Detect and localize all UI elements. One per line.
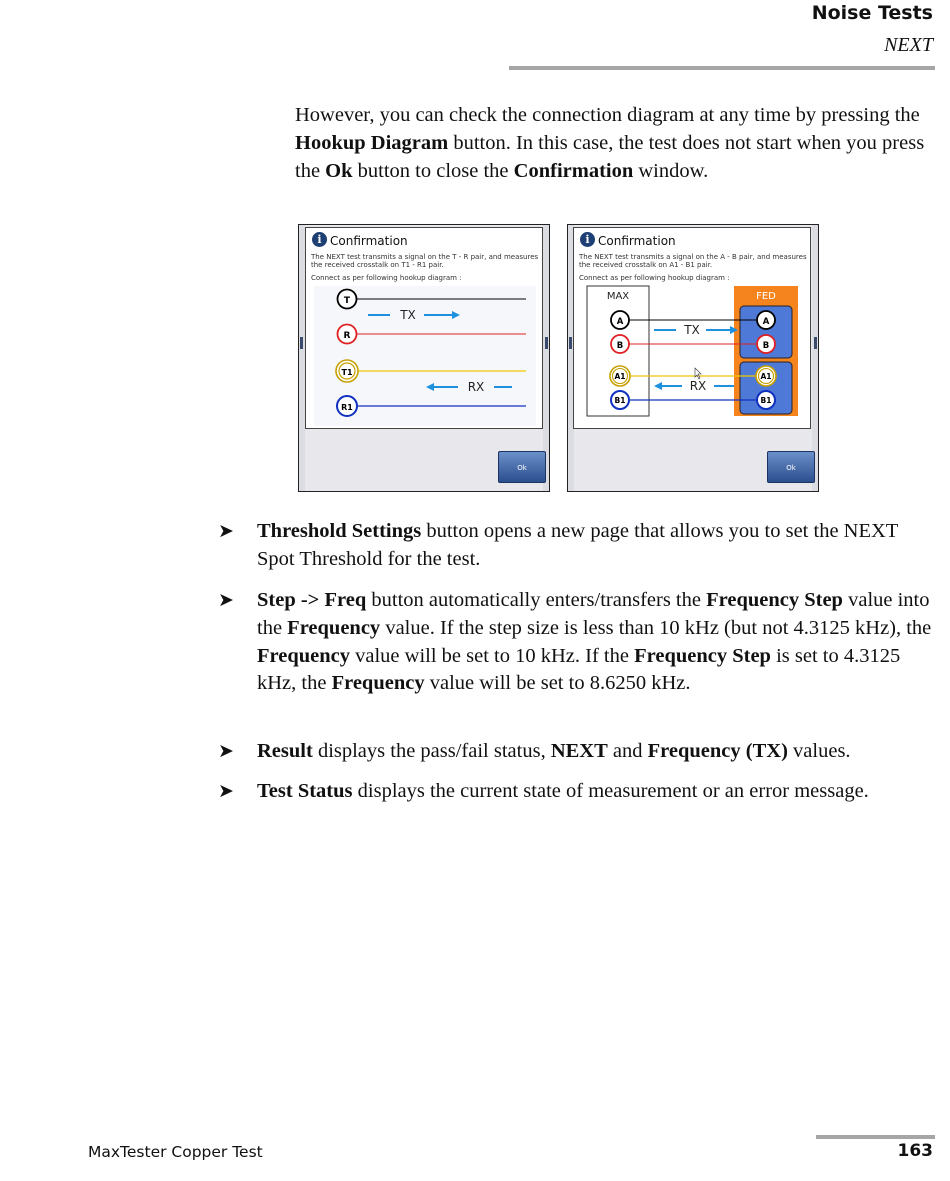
dialog-title: Confirmation xyxy=(330,234,408,248)
term: Frequency Step xyxy=(634,644,771,667)
scroll-handle xyxy=(569,337,572,349)
ok-button[interactable]: Ok xyxy=(767,451,815,483)
bullet-text xyxy=(257,518,937,574)
confirmation-term: Confirmation xyxy=(513,159,634,182)
intro-text: However, you can check the connection diagram at any time by pressing the xyxy=(295,104,920,126)
term: Step -> Freq xyxy=(257,589,367,611)
section-title: Noise Tests xyxy=(811,2,933,24)
ok-button[interactable]: Ok xyxy=(498,451,546,483)
term: Frequency (TX) xyxy=(647,740,788,762)
intro-paragraph xyxy=(295,102,935,185)
intro-text: button to close the xyxy=(352,159,514,182)
hookup-diagram-term: Hookup Diagram xyxy=(295,131,449,154)
bullet-arrow-icon: ➤ xyxy=(218,589,234,611)
bullet-text xyxy=(257,587,937,698)
pin-label: A1 xyxy=(614,372,626,381)
fed-label: FED xyxy=(756,291,776,302)
term: Frequency xyxy=(257,644,351,667)
pin-label: T1 xyxy=(341,368,353,377)
term: NEXT xyxy=(550,740,608,762)
bullet-text-run: button opens a new page that allows you to set the NEXT Spot Threshold for the test. xyxy=(257,520,898,570)
pin-label: A1 xyxy=(760,372,772,381)
rx-label: RX xyxy=(467,380,485,394)
term: Frequency xyxy=(287,616,381,639)
dialog-message: The NEXT test transmits a signal on the A - B pair, and measures the received crosstalk on A1 - B1 pair. xyxy=(579,253,807,270)
hookup-diagram xyxy=(306,228,542,428)
dialog-instruction: Connect as per following hookup diagram : xyxy=(579,274,730,282)
confirmation-dialog-screenshot-right xyxy=(567,224,819,492)
term: Frequency Step xyxy=(706,589,843,611)
pin-label: B1 xyxy=(760,396,772,405)
dialog-instruction: Connect as per following hookup diagram : xyxy=(311,274,462,282)
bullet-text xyxy=(257,778,937,806)
bullet-arrow-icon: ➤ xyxy=(218,520,234,542)
bullet-text-run: is set to 4.3125 kHz, the xyxy=(257,644,901,695)
tx-label: TX xyxy=(684,323,700,337)
term: Test Status xyxy=(257,780,353,802)
pin-label: R1 xyxy=(341,403,353,412)
pin-label: B xyxy=(616,341,624,351)
footer-rule xyxy=(816,1135,935,1139)
bullet-text-run: values. xyxy=(787,740,851,762)
bullet-text-run: value will be set to 10 kHz. If the xyxy=(350,644,635,667)
term: Frequency xyxy=(331,672,425,695)
bullet-text-run: value into the xyxy=(257,589,930,639)
bullet-text-run: and xyxy=(607,740,648,762)
scroll-handle xyxy=(300,337,303,349)
confirmation-window xyxy=(573,227,811,429)
pin-label: A xyxy=(762,317,770,327)
term: Threshold Settings xyxy=(257,520,422,542)
info-icon: i xyxy=(312,232,327,247)
dialog-message: The NEXT test transmits a signal on the T - R pair, and measures the received crosstalk on T1 - R1 pair. xyxy=(311,253,539,270)
scroll-handle xyxy=(814,337,817,349)
rx-arrow-head xyxy=(654,382,662,390)
scroll-handle xyxy=(545,337,548,349)
pin-label: B xyxy=(762,341,770,351)
bullet-text-run: value. If the step size is less than 10 kHz (but not 4.3125 kHz), the xyxy=(380,616,932,639)
confirmation-window xyxy=(305,227,543,429)
bullet-text-run: displays the pass/fail status, xyxy=(312,740,551,762)
intro-text: window. xyxy=(633,159,709,182)
term: Result xyxy=(257,740,313,762)
mouse-cursor-icon xyxy=(695,368,701,379)
section-subtitle: NEXT xyxy=(884,34,933,56)
rx-label: RX xyxy=(689,379,707,393)
info-icon: i xyxy=(580,232,595,247)
pin-label: R xyxy=(343,331,351,341)
bullet-arrow-icon: ➤ xyxy=(218,780,234,802)
bullet-arrow-icon: ➤ xyxy=(218,740,234,762)
footer-doc-title: MaxTester Copper Test xyxy=(88,1143,263,1161)
pin-label: A xyxy=(616,317,624,327)
pin-label: B1 xyxy=(614,396,626,405)
confirmation-dialog-screenshot-left xyxy=(298,224,550,492)
pin-label: T xyxy=(343,296,351,306)
page-number: 163 xyxy=(897,1141,933,1161)
bullet-text-run: button automatically enters/transfers the xyxy=(366,589,707,611)
hookup-diagram xyxy=(574,228,810,428)
dialog-title: Confirmation xyxy=(598,234,676,248)
ok-term: Ok xyxy=(325,159,353,182)
bullet-text-run: value will be set to 8.6250 kHz. xyxy=(424,672,691,695)
max-label: MAX xyxy=(606,291,630,302)
intro-text: button. In this case, the test does not start when you press the xyxy=(295,131,925,182)
tx-label: TX xyxy=(400,308,416,322)
bullet-text-run: displays the current state of measurement or an error message. xyxy=(352,780,869,802)
header-rule xyxy=(509,66,935,70)
bullet-text xyxy=(257,738,937,766)
